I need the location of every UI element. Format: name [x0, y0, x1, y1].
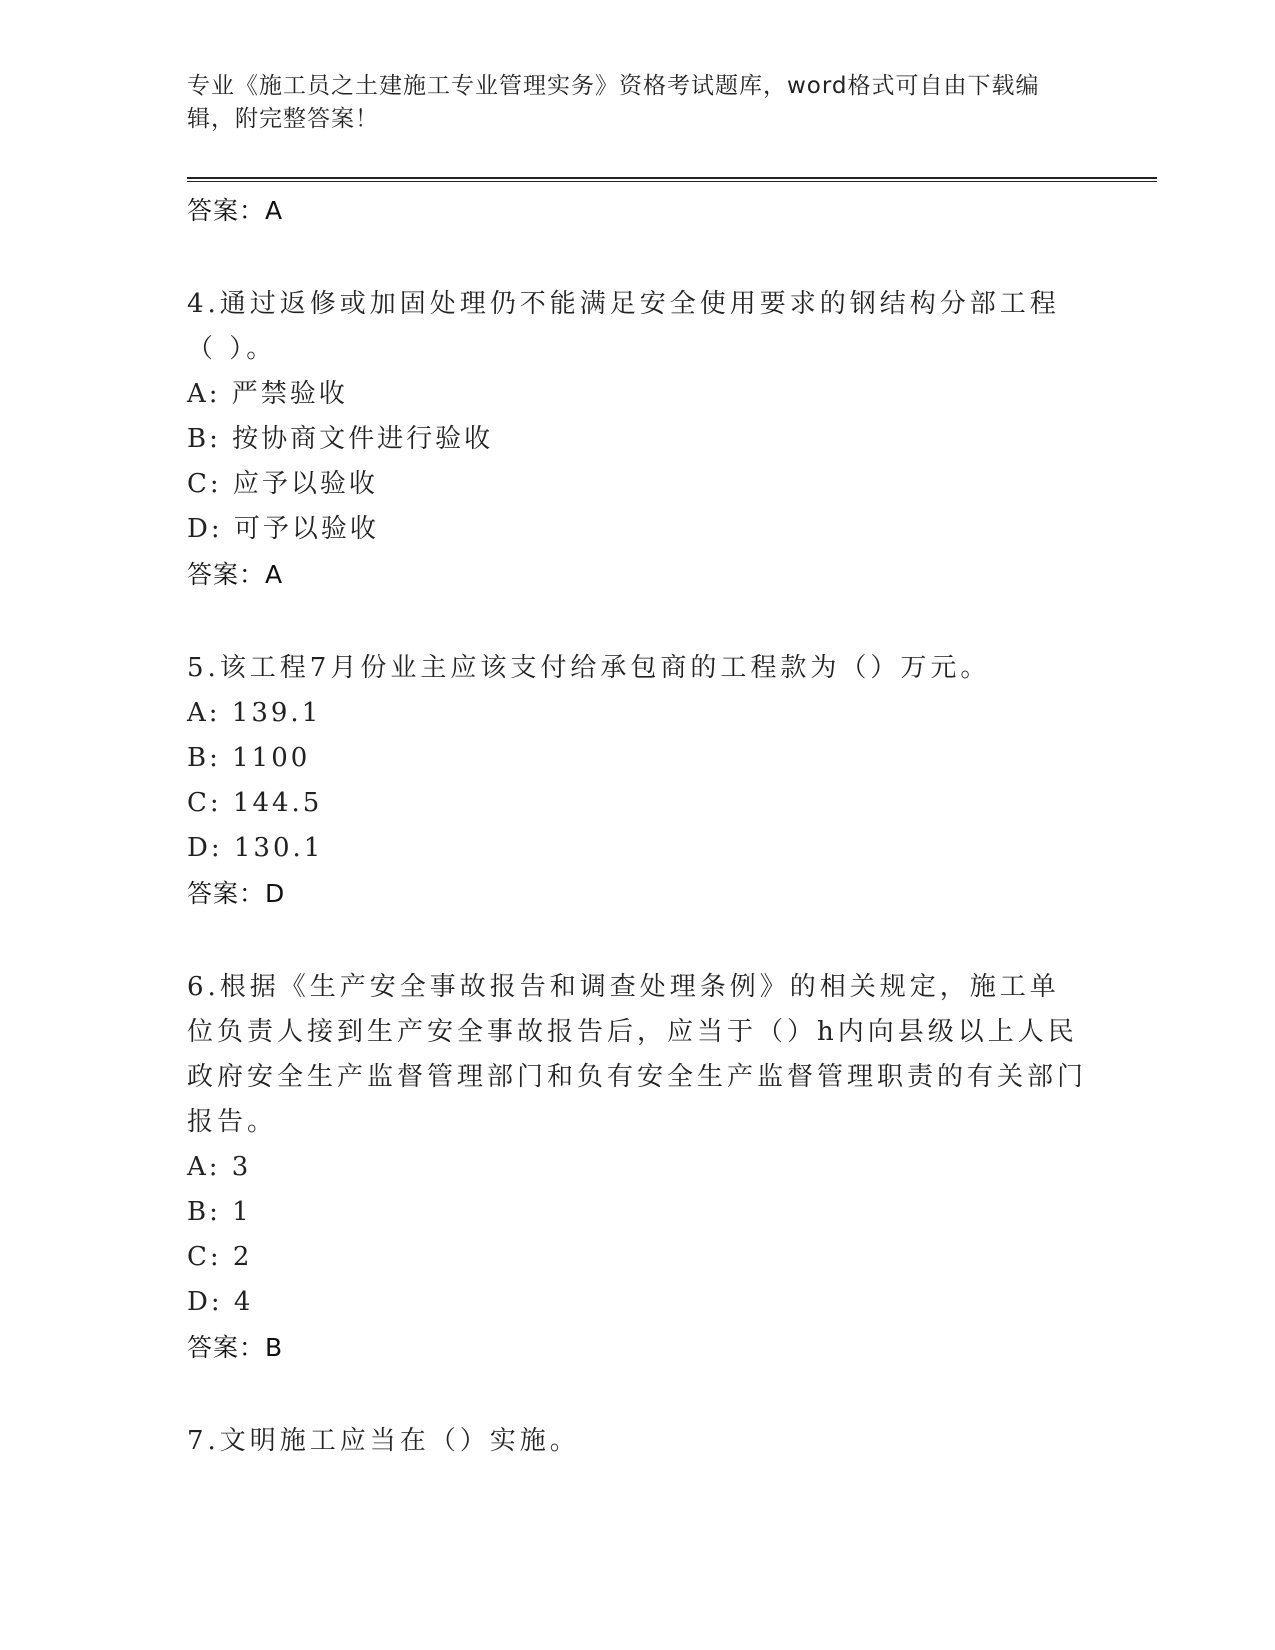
option-c: C: 应予以验收 [187, 469, 378, 499]
option-c: C: 144.5 [187, 788, 323, 818]
page-header [187, 70, 1067, 136]
option-a: A: 严禁验收 [187, 379, 348, 409]
question-item [187, 965, 1087, 1370]
question-text: 4.通过返修或加固处理仍不能满足安全使用要求的钢结构分部工程（ ）。 [187, 289, 1060, 364]
answer-label: 答案：A [187, 560, 284, 589]
question-item [187, 282, 1087, 597]
answer-label: 答案：A [187, 196, 284, 225]
option-b: B: 1 [187, 1197, 252, 1227]
header-divider [187, 177, 1157, 182]
option-d: D: 4 [187, 1287, 254, 1317]
option-b: B: 1100 [187, 743, 311, 773]
option-a: A: 139.1 [187, 698, 322, 728]
question-text: 5.该工程7月份业主应该支付给承包商的工程款为（）万元。 [187, 653, 991, 683]
question-text: 7.文明施工应当在（）实施。 [187, 1426, 580, 1456]
answer-label: 答案：D [187, 879, 286, 908]
question-list [187, 188, 1087, 1464]
option-b: B: 按协商文件进行验收 [187, 424, 494, 454]
option-a: A: 3 [187, 1152, 252, 1182]
option-d: D: 可予以验收 [187, 514, 379, 544]
option-d: D: 130.1 [187, 833, 324, 863]
option-c: C: 2 [187, 1242, 253, 1272]
question-item [187, 646, 1087, 916]
answer-label: 答案：B [187, 1333, 284, 1362]
question-item [187, 1419, 1087, 1464]
page-title: 专业《施工员之土建施工专业管理实务》资格考试题库，word格式可自由下载编辑，附完整答案！ [187, 73, 1040, 132]
question-text: 6.根据《生产安全事故报告和调查处理条例》的相关规定，施工单位负责人接到生产安全事故报告后，应当于（）h内向县级以上人民政府安全生产监督管理部门和负有安全生产监督管理职责的有关部门报告。 [187, 972, 1088, 1137]
